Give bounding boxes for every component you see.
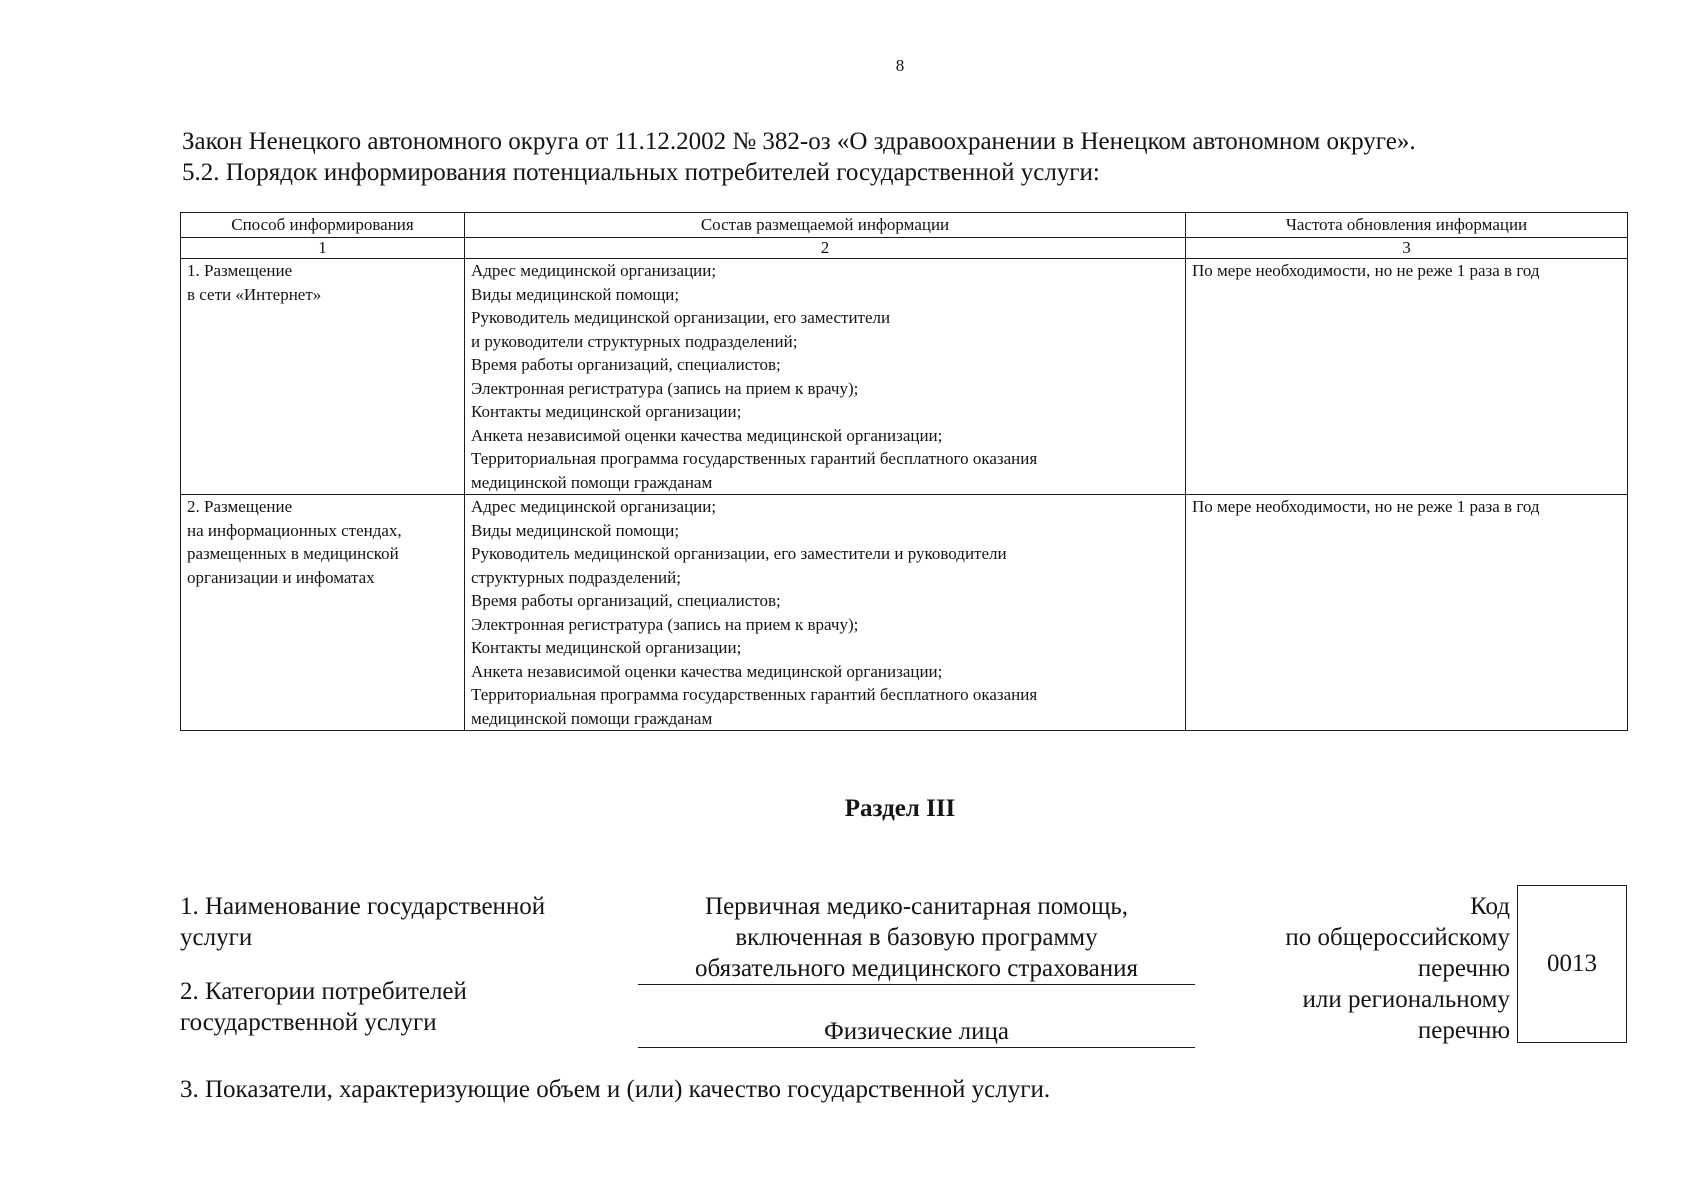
method-line: размещенных в медицинской [187, 544, 399, 563]
header-content: Состав размещаемой информации [465, 213, 1186, 238]
column-number: 3 [1186, 238, 1628, 259]
content-line: Анкета независимой оценки качества медицинской организации; [471, 661, 943, 681]
table-row [181, 495, 1628, 731]
header-frequency: Частота обновления информации [1186, 213, 1628, 238]
content-line: Анкета независимой оценки качества медицинской организации; [471, 425, 943, 445]
column-number: 1 [181, 238, 465, 259]
method-line: на информационных стендах, [187, 520, 402, 540]
label-line: по общероссийскому [1285, 924, 1510, 951]
code-label [1215, 891, 1510, 1046]
content-line: и руководители структурных подразделений; [471, 331, 798, 351]
frequency-cell: По мере необходимости, но не реже 1 раза в год [1186, 259, 1628, 495]
indicators-heading: 3. Показатели, характеризующие объем и (или) качество государственной услуги. [180, 1076, 1051, 1103]
category-value: Физические лица [638, 1016, 1195, 1048]
spacer [638, 985, 1195, 1016]
content-line: Контакты медицинской организации; [471, 638, 742, 657]
content-line: Электронная регистратура (запись на прием к врачу); [471, 614, 859, 634]
content-line: Время работы организаций, специалистов; [471, 355, 781, 374]
table-header-row [181, 213, 1628, 238]
header-method: Способ информирования [181, 213, 465, 238]
section-title: Раздел III [844, 795, 956, 822]
content-line: структурных подразделений; [471, 567, 681, 587]
service-values [638, 891, 1195, 1048]
content-line: Виды медицинской помощи; [471, 284, 680, 304]
content-line: медицинской помощи гражданам [471, 472, 713, 492]
content-line: Адрес медицинской организации; [471, 497, 717, 516]
method-line: организации и инфоматах [187, 567, 375, 587]
service-name-value [638, 891, 1195, 985]
label-line: или региональному [1302, 986, 1510, 1013]
value-line: Первичная медико-санитарная помощь, [705, 893, 1128, 920]
table-column-numbers-row [181, 238, 1628, 259]
label-line: государственной услуги [180, 1009, 437, 1036]
value-line: включенная в базовую программу [735, 924, 1098, 951]
table-row [181, 259, 1628, 495]
content-line: Территориальная программа государственных гарантий бесплатного оказания [471, 449, 1038, 468]
label-line: 1. Наименование государственной [180, 893, 546, 920]
informing-order-heading: 5.2. Порядок информирования потенциальных потребителей государственной услуги: [182, 159, 1100, 186]
label-line: Код [1470, 893, 1510, 920]
service-name-label [180, 891, 620, 953]
label-line: 2. Категории потребителей [180, 978, 467, 1005]
label-line: услуги [180, 924, 253, 951]
law-reference: Закон Ненецкого автономного округа от 11.12.2002 № 382-оз «О здравоохранении в Ненецком автономном округе». [182, 128, 1416, 155]
content-line: Руководитель медицинской организации, его заместители [471, 308, 891, 327]
method-line: 2. Размещение [187, 497, 293, 516]
method-cell [181, 259, 465, 495]
content-cell [465, 495, 1186, 731]
intro-text [182, 126, 1416, 188]
code-box [1517, 885, 1627, 1043]
column-number: 2 [465, 238, 1186, 259]
method-line: 1. Размещение [187, 261, 293, 280]
category-label [180, 976, 620, 1038]
content-line: Руководитель медицинской организации, его заместители и руководители [471, 544, 1007, 563]
content-line: Контакты медицинской организации; [471, 402, 742, 421]
method-cell [181, 495, 465, 731]
informing-table [180, 212, 1628, 731]
page-number: 8 [895, 56, 905, 75]
code-value: 0013 [1547, 950, 1597, 977]
content-line: Виды медицинской помощи; [471, 520, 680, 540]
content-line: медицинской помощи гражданам [471, 708, 713, 728]
content-line: Время работы организаций, специалистов; [471, 591, 781, 610]
value-line: обязательного медицинского страхования [694, 955, 1139, 982]
content-line: Адрес медицинской организации; [471, 261, 717, 280]
frequency-cell: По мере необходимости, но не реже 1 раза в год [1186, 495, 1628, 731]
content-line: Территориальная программа государственных гарантий бесплатного оказания [471, 685, 1038, 704]
service-labels [180, 891, 620, 1038]
label-line: перечню [1417, 1017, 1510, 1044]
content-line: Электронная регистратура (запись на прием к врачу); [471, 378, 859, 398]
content-cell [465, 259, 1186, 495]
label-line: перечню [1417, 955, 1510, 982]
method-line: в сети «Интернет» [187, 284, 322, 304]
